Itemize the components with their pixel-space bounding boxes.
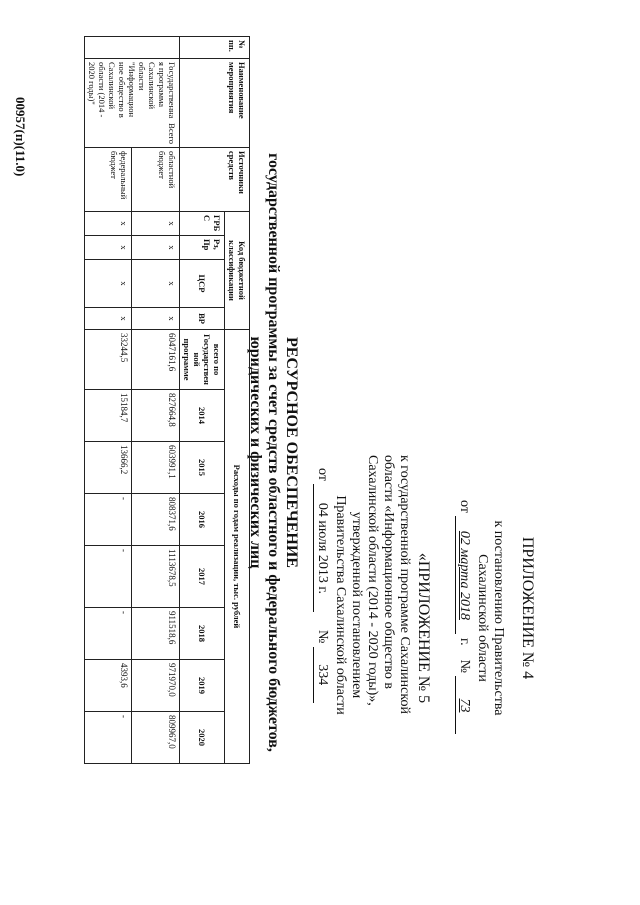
program-name-text: Государственная программа Сахалинской области "Информационное общество в Сахалинской области (2014 - 2020 годы)" [87, 62, 177, 119]
resource-table [84, 36, 250, 764]
appendix5-line5: Правительства Сахалинской области [333, 495, 348, 715]
header-grbs: ГРБС [180, 212, 225, 236]
appendix4-number: 73 [455, 676, 473, 734]
appendix4-line1: к постановлению Правительства [491, 520, 506, 716]
year-value: - [85, 712, 133, 764]
header-year-2019: 2019 [180, 660, 225, 712]
year-value: 15184,7 [85, 390, 133, 442]
code-rzpr: х [132, 236, 180, 260]
year-value: - [85, 494, 133, 546]
year-value: 1113678,5 [132, 546, 180, 608]
year-value: 13666,2 [85, 442, 133, 494]
header-year-2014: 2014 [180, 390, 225, 442]
total-value: 33244,5 [85, 330, 133, 390]
appendix4-title: ПРИЛОЖЕНИЕ № 4 [519, 536, 536, 680]
year-value: 971970,0 [132, 660, 180, 712]
appendix4-year-suffix: г. [457, 637, 472, 646]
header-source: Источники средств [180, 148, 250, 212]
header-year-2017: 2017 [180, 546, 225, 608]
appendix5-line1: к государственной программе Сахалинской [397, 455, 412, 714]
year-value: 4393,6 [85, 660, 133, 712]
heading-subtitle: государственной программы за счет средств областного и федерального бюджетов, [265, 153, 282, 752]
year-value: 808371,6 [132, 494, 180, 546]
total-label: Всего [167, 123, 177, 144]
table-row [132, 37, 180, 764]
header-year-2015: 2015 [180, 442, 225, 494]
source-cell: федеральный бюджет [85, 148, 133, 212]
appendix5-date: 04 июля 2013 г. [313, 484, 331, 612]
header-num: № пп. [180, 37, 250, 59]
appendix4-num-sign: № [457, 659, 472, 673]
appendix5-from: от [315, 468, 330, 481]
header-year-2020: 2020 [180, 712, 225, 764]
year-value: - [85, 546, 133, 608]
appendix5-title: «ПРИЛОЖЕНИЕ № 5 [415, 552, 432, 704]
heading-subtitle-2: юридических и физических лиц [247, 336, 264, 569]
appendix5-line3: Сахалинской области (2014 - 2020 годы)», [365, 455, 380, 706]
header-total: всего по Государственной программе [180, 330, 225, 390]
header-csr: ЦСР [180, 260, 225, 308]
year-value: 809967,0 [132, 712, 180, 764]
code-grbs: х [85, 212, 133, 236]
header-year-2018: 2018 [180, 608, 225, 660]
header-year-2016: 2016 [180, 494, 225, 546]
appendix5-line2: области «Информационное общество в [381, 455, 396, 690]
total-value: 6047161,6 [132, 330, 180, 390]
heading-title: РЕСУРСНОЕ ОБЕСПЕЧЕНИЕ [283, 337, 300, 568]
header-budget-code: Код бюджетной классификации [225, 212, 250, 330]
code-vr: х [85, 308, 133, 330]
appendix4-line2: Сахалинской области [475, 554, 490, 682]
appendix4-date: 02 марта 2018 [455, 516, 473, 634]
year-value: 827664,8 [132, 390, 180, 442]
row-num-cell [85, 37, 180, 59]
code-csr: х [85, 260, 133, 308]
year-value: - [85, 608, 133, 660]
header-name: Наименование мероприятия [180, 59, 250, 148]
appendix4-from: от [457, 500, 472, 513]
header-vr: ВР [180, 308, 225, 330]
code-vr: х [132, 308, 180, 330]
program-name [85, 59, 180, 148]
appendix4-date-line [455, 500, 473, 734]
source-cell: областной бюджет [132, 148, 180, 212]
header-expenses: Расходы по годам реализации, тыс. рублей [225, 330, 250, 764]
appendix5-number: 334 [313, 647, 331, 703]
appendix5-num-sign: № [315, 629, 330, 644]
appendix5-line4: утвержденной постановлением [349, 511, 364, 699]
footer-code: 00957(п)(11.0) [13, 97, 28, 177]
header-rzpr: Рз, Пр [180, 236, 225, 260]
code-csr: х [132, 260, 180, 308]
appendix5-date-line [313, 468, 331, 703]
code-grbs: х [132, 212, 180, 236]
code-rzpr: х [85, 236, 133, 260]
year-value: 603991,1 [132, 442, 180, 494]
year-value: 911518,6 [132, 608, 180, 660]
